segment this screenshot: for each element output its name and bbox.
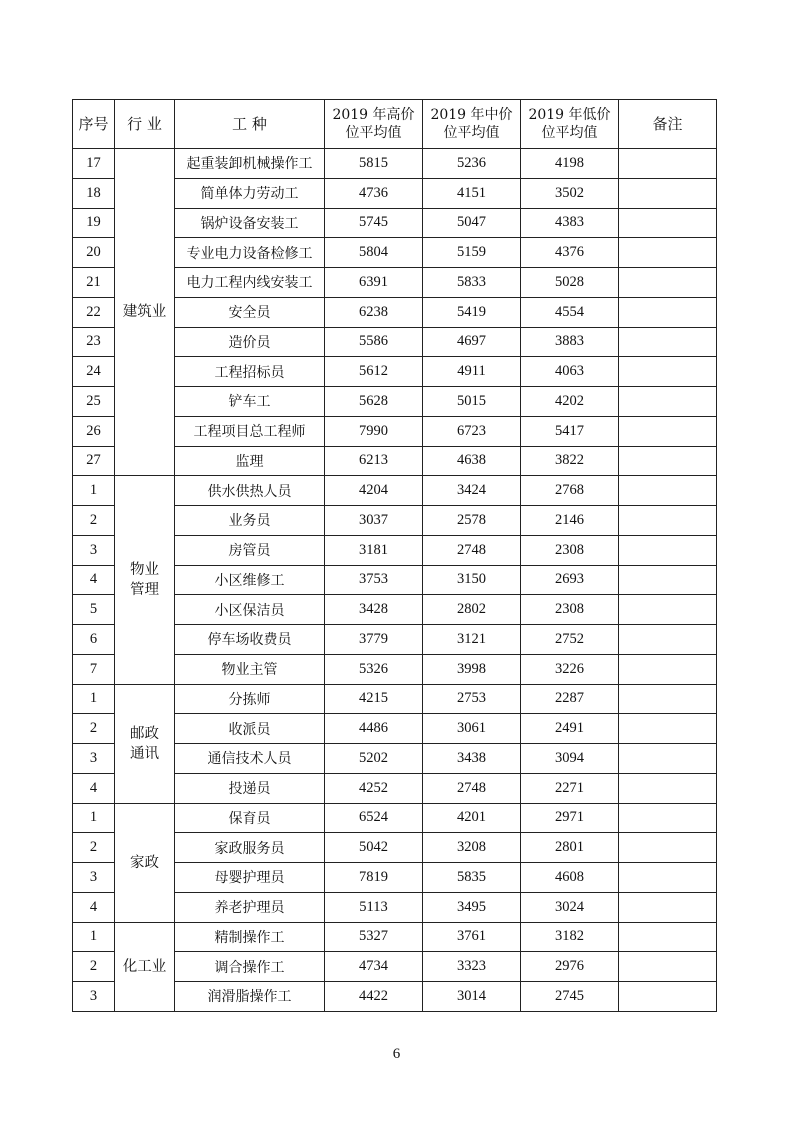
- note-cell: [619, 208, 717, 238]
- low-value-cell: 3822: [521, 446, 619, 476]
- low-value-cell: 2287: [521, 684, 619, 714]
- high-value-cell: 3779: [325, 625, 423, 655]
- note-cell: [619, 446, 717, 476]
- job-cell: 保育员: [175, 803, 325, 833]
- header-mid: [423, 100, 521, 149]
- header-seq: 序号: [73, 100, 115, 149]
- low-value-cell: 4063: [521, 357, 619, 387]
- table-header: [73, 100, 717, 149]
- low-value-cell: 2971: [521, 803, 619, 833]
- high-value-cell: 4422: [325, 982, 423, 1012]
- job-cell: 监理: [175, 446, 325, 476]
- table-row: [73, 476, 717, 506]
- header-mid-label: 2019 年中价 位平均值: [430, 107, 513, 141]
- low-value-cell: 4376: [521, 238, 619, 268]
- mid-value-cell: 3761: [423, 922, 521, 952]
- seq-cell: 27: [73, 446, 115, 476]
- mid-value-cell: 2748: [423, 535, 521, 565]
- note-cell: [619, 178, 717, 208]
- seq-cell: 1: [73, 476, 115, 506]
- note-cell: [619, 714, 717, 744]
- seq-cell: 3: [73, 982, 115, 1012]
- seq-cell: 24: [73, 357, 115, 387]
- seq-cell: 3: [73, 744, 115, 774]
- mid-value-cell: 3438: [423, 744, 521, 774]
- job-cell: 调合操作工: [175, 952, 325, 982]
- industry-cell: 邮政 通讯: [115, 684, 175, 803]
- low-value-cell: 2491: [521, 714, 619, 744]
- seq-cell: 17: [73, 149, 115, 179]
- high-value-cell: 5202: [325, 744, 423, 774]
- note-cell: [619, 744, 717, 774]
- note-cell: [619, 773, 717, 803]
- seq-cell: 1: [73, 922, 115, 952]
- mid-value-cell: 3998: [423, 654, 521, 684]
- job-cell: 小区保洁员: [175, 595, 325, 625]
- job-cell: 起重装卸机械操作工: [175, 149, 325, 179]
- note-cell: [619, 268, 717, 298]
- low-value-cell: 3182: [521, 922, 619, 952]
- table-body: [73, 149, 717, 1012]
- high-value-cell: 3753: [325, 565, 423, 595]
- job-cell: 安全员: [175, 297, 325, 327]
- header-note: 备注: [619, 100, 717, 149]
- high-value-cell: 7819: [325, 863, 423, 893]
- seq-cell: 3: [73, 863, 115, 893]
- seq-cell: 7: [73, 654, 115, 684]
- header-job: 工 种: [175, 100, 325, 149]
- mid-value-cell: 5419: [423, 297, 521, 327]
- high-value-cell: 5042: [325, 833, 423, 863]
- note-cell: [619, 684, 717, 714]
- header-row: [73, 100, 717, 149]
- job-cell: 工程项目总工程师: [175, 416, 325, 446]
- note-cell: [619, 416, 717, 446]
- seq-cell: 4: [73, 565, 115, 595]
- job-cell: 造价员: [175, 327, 325, 357]
- note-cell: [619, 833, 717, 863]
- low-value-cell: 4202: [521, 387, 619, 417]
- high-value-cell: 3181: [325, 535, 423, 565]
- low-value-cell: 3094: [521, 744, 619, 774]
- industry-cell: 物业 管理: [115, 476, 175, 684]
- job-cell: 通信技术人员: [175, 744, 325, 774]
- seq-cell: 4: [73, 773, 115, 803]
- high-value-cell: 5326: [325, 654, 423, 684]
- table-row: [73, 803, 717, 833]
- high-value-cell: 4734: [325, 952, 423, 982]
- high-value-cell: 5612: [325, 357, 423, 387]
- high-value-cell: 4252: [325, 773, 423, 803]
- seq-cell: 23: [73, 327, 115, 357]
- job-cell: 专业电力设备检修工: [175, 238, 325, 268]
- mid-value-cell: 3495: [423, 892, 521, 922]
- low-value-cell: 4608: [521, 863, 619, 893]
- mid-value-cell: 5047: [423, 208, 521, 238]
- high-value-cell: 7990: [325, 416, 423, 446]
- seq-cell: 2: [73, 506, 115, 536]
- seq-cell: 21: [73, 268, 115, 298]
- job-cell: 分拣师: [175, 684, 325, 714]
- low-value-cell: 2271: [521, 773, 619, 803]
- industry-cell: 建筑业: [115, 149, 175, 476]
- mid-value-cell: 4638: [423, 446, 521, 476]
- seq-cell: 4: [73, 892, 115, 922]
- note-cell: [619, 892, 717, 922]
- mid-value-cell: 4697: [423, 327, 521, 357]
- note-cell: [619, 982, 717, 1012]
- high-value-cell: 5327: [325, 922, 423, 952]
- seq-cell: 18: [73, 178, 115, 208]
- industry-cell: 家政: [115, 803, 175, 922]
- seq-cell: 6: [73, 625, 115, 655]
- low-value-cell: 2146: [521, 506, 619, 536]
- seq-cell: 22: [73, 297, 115, 327]
- header-low-label: 2019 年低价 位平均值: [528, 107, 611, 141]
- job-cell: 停车场收费员: [175, 625, 325, 655]
- job-cell: 电力工程内线安装工: [175, 268, 325, 298]
- industry-cell: 化工业: [115, 922, 175, 1011]
- seq-cell: 1: [73, 684, 115, 714]
- note-cell: [619, 922, 717, 952]
- note-cell: [619, 327, 717, 357]
- job-cell: 母婴护理员: [175, 863, 325, 893]
- note-cell: [619, 506, 717, 536]
- note-cell: [619, 803, 717, 833]
- seq-cell: 2: [73, 952, 115, 982]
- table-row: [73, 922, 717, 952]
- note-cell: [619, 595, 717, 625]
- high-value-cell: 5628: [325, 387, 423, 417]
- mid-value-cell: 3208: [423, 833, 521, 863]
- mid-value-cell: 4151: [423, 178, 521, 208]
- low-value-cell: 2308: [521, 595, 619, 625]
- job-cell: 润滑脂操作工: [175, 982, 325, 1012]
- high-value-cell: 4215: [325, 684, 423, 714]
- job-cell: 锅炉设备安装工: [175, 208, 325, 238]
- job-cell: 家政服务员: [175, 833, 325, 863]
- low-value-cell: 5417: [521, 416, 619, 446]
- header-high-label: 2019 年高价 位平均值: [332, 107, 415, 141]
- job-cell: 铲车工: [175, 387, 325, 417]
- mid-value-cell: 4911: [423, 357, 521, 387]
- high-value-cell: 6524: [325, 803, 423, 833]
- mid-value-cell: 2748: [423, 773, 521, 803]
- low-value-cell: 2752: [521, 625, 619, 655]
- job-cell: 收派员: [175, 714, 325, 744]
- note-cell: [619, 297, 717, 327]
- mid-value-cell: 5015: [423, 387, 521, 417]
- high-value-cell: 5804: [325, 238, 423, 268]
- high-value-cell: 4736: [325, 178, 423, 208]
- note-cell: [619, 625, 717, 655]
- note-cell: [619, 863, 717, 893]
- job-cell: 业务员: [175, 506, 325, 536]
- high-value-cell: 5586: [325, 327, 423, 357]
- header-high: [325, 100, 423, 149]
- table-row: [73, 684, 717, 714]
- note-cell: [619, 565, 717, 595]
- table-row: [73, 149, 717, 179]
- low-value-cell: 2768: [521, 476, 619, 506]
- mid-value-cell: 2753: [423, 684, 521, 714]
- seq-cell: 2: [73, 833, 115, 863]
- note-cell: [619, 149, 717, 179]
- low-value-cell: 2308: [521, 535, 619, 565]
- seq-cell: 3: [73, 535, 115, 565]
- note-cell: [619, 654, 717, 684]
- high-value-cell: 6238: [325, 297, 423, 327]
- mid-value-cell: 6723: [423, 416, 521, 446]
- seq-cell: 2: [73, 714, 115, 744]
- low-value-cell: 3226: [521, 654, 619, 684]
- job-cell: 物业主管: [175, 654, 325, 684]
- high-value-cell: 4204: [325, 476, 423, 506]
- high-value-cell: 4486: [325, 714, 423, 744]
- note-cell: [619, 387, 717, 417]
- high-value-cell: 3428: [325, 595, 423, 625]
- seq-cell: 20: [73, 238, 115, 268]
- low-value-cell: 3024: [521, 892, 619, 922]
- note-cell: [619, 238, 717, 268]
- header-industry: 行 业: [115, 100, 175, 149]
- note-cell: [619, 952, 717, 982]
- low-value-cell: 3883: [521, 327, 619, 357]
- low-value-cell: 2801: [521, 833, 619, 863]
- mid-value-cell: 3014: [423, 982, 521, 1012]
- job-cell: 简单体力劳动工: [175, 178, 325, 208]
- job-cell: 工程招标员: [175, 357, 325, 387]
- header-low: [521, 100, 619, 149]
- mid-value-cell: 3323: [423, 952, 521, 982]
- mid-value-cell: 2578: [423, 506, 521, 536]
- mid-value-cell: 4201: [423, 803, 521, 833]
- job-cell: 供水供热人员: [175, 476, 325, 506]
- mid-value-cell: 5236: [423, 149, 521, 179]
- mid-value-cell: 5835: [423, 863, 521, 893]
- low-value-cell: 5028: [521, 268, 619, 298]
- high-value-cell: 6391: [325, 268, 423, 298]
- mid-value-cell: 3424: [423, 476, 521, 506]
- job-cell: 精制操作工: [175, 922, 325, 952]
- low-value-cell: 4198: [521, 149, 619, 179]
- low-value-cell: 4383: [521, 208, 619, 238]
- page-number: 6: [392, 1046, 401, 1062]
- note-cell: [619, 357, 717, 387]
- high-value-cell: 3037: [325, 506, 423, 536]
- job-cell: 房管员: [175, 535, 325, 565]
- low-value-cell: 3502: [521, 178, 619, 208]
- mid-value-cell: 5833: [423, 268, 521, 298]
- wage-table: [72, 99, 717, 1012]
- high-value-cell: 5113: [325, 892, 423, 922]
- seq-cell: 1: [73, 803, 115, 833]
- high-value-cell: 5815: [325, 149, 423, 179]
- seq-cell: 19: [73, 208, 115, 238]
- low-value-cell: 2976: [521, 952, 619, 982]
- low-value-cell: 4554: [521, 297, 619, 327]
- low-value-cell: 2745: [521, 982, 619, 1012]
- seq-cell: 26: [73, 416, 115, 446]
- note-cell: [619, 476, 717, 506]
- mid-value-cell: 2802: [423, 595, 521, 625]
- job-cell: 投递员: [175, 773, 325, 803]
- job-cell: 小区维修工: [175, 565, 325, 595]
- note-cell: [619, 535, 717, 565]
- low-value-cell: 2693: [521, 565, 619, 595]
- job-cell: 养老护理员: [175, 892, 325, 922]
- high-value-cell: 5745: [325, 208, 423, 238]
- mid-value-cell: 3061: [423, 714, 521, 744]
- mid-value-cell: 5159: [423, 238, 521, 268]
- mid-value-cell: 3121: [423, 625, 521, 655]
- seq-cell: 5: [73, 595, 115, 625]
- high-value-cell: 6213: [325, 446, 423, 476]
- mid-value-cell: 3150: [423, 565, 521, 595]
- seq-cell: 25: [73, 387, 115, 417]
